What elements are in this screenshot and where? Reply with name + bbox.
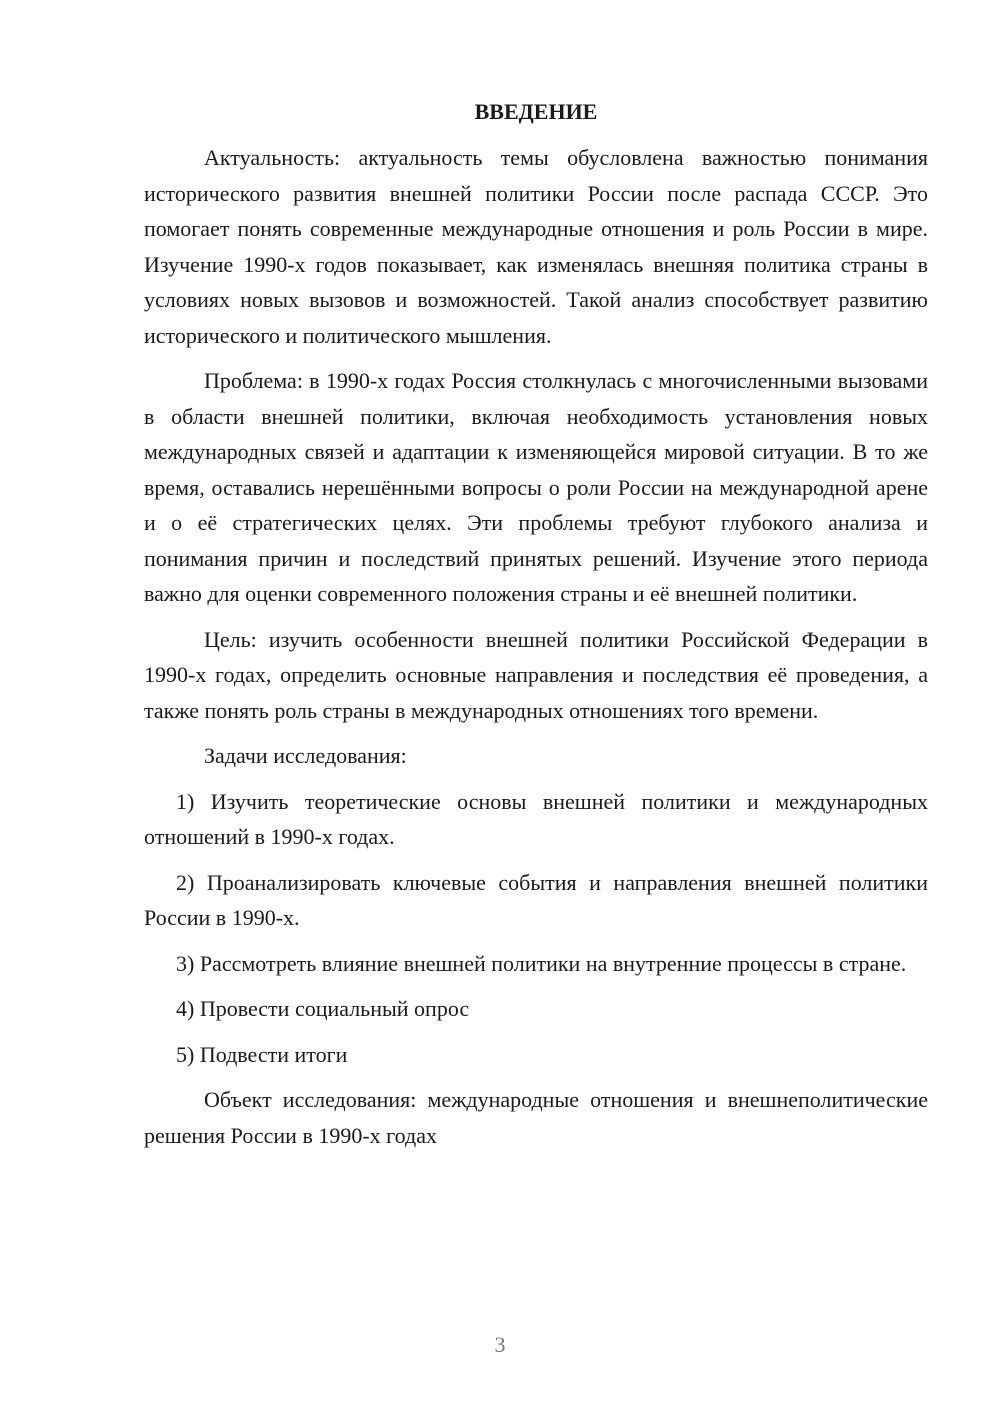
task-item: 4) Провести социальный опрос [176,996,470,1021]
object-paragraph: Объект исследования: международные отношения и внешнеполитические решения России в 1990-х годах [144,1087,928,1148]
relevance-paragraph: Актуальность: актуальность темы обусловлена важностью понимания исторического развития внешней политики России после распада СССР. Это помогает понять современные международные отношения и роль России в мире. Изучение 1990-х годов показывает, как изменялась внешняя политика страны в условиях новых вызовов и возможностей. Такой анализ способствует развитию исторического и политического мышления. [144,145,928,348]
page-body [144,96,928,1163]
task-item: 1) Изучить теоретические основы внешней политики и международных отношений в 1990-х годах. [144,788,928,849]
page-title: ВВЕДЕНИЕ [474,99,598,124]
problem-paragraph: Проблема: в 1990-х годах Россия столкнулась с многочисленными вызовами в области внешней политики, включая необходимость установления новых международных связей и адаптации к изменяющейся мировой ситуации. В то же время, оставались нерешёнными вопросы о роли России на международной арене и о её стратегических целях. Эти проблемы требуют глубокого анализа и понимания причин и последствий принятых решений. Изучение этого периода важно для оценки современного положения страны и её внешней политики. [144,368,928,606]
task-item: 5) Подвести итоги [176,1041,348,1067]
page-number: 3 [494,1332,506,1357]
task-item: 3) Рассмотреть влияние внешней политики на внутренние процессы в стране. [176,950,907,976]
task-item: 2) Проанализировать ключевые события и направления внешней политики России в 1990-х. [144,869,928,930]
tasks-heading: Задачи исследования: [204,743,407,768]
goal-paragraph: Цель: изучить особенности внешней политики Российской Федерации в 1990-х годах, определить основные направления и последствия её проведения, а также понять роль страны в международных отношениях того времени. [144,626,928,723]
